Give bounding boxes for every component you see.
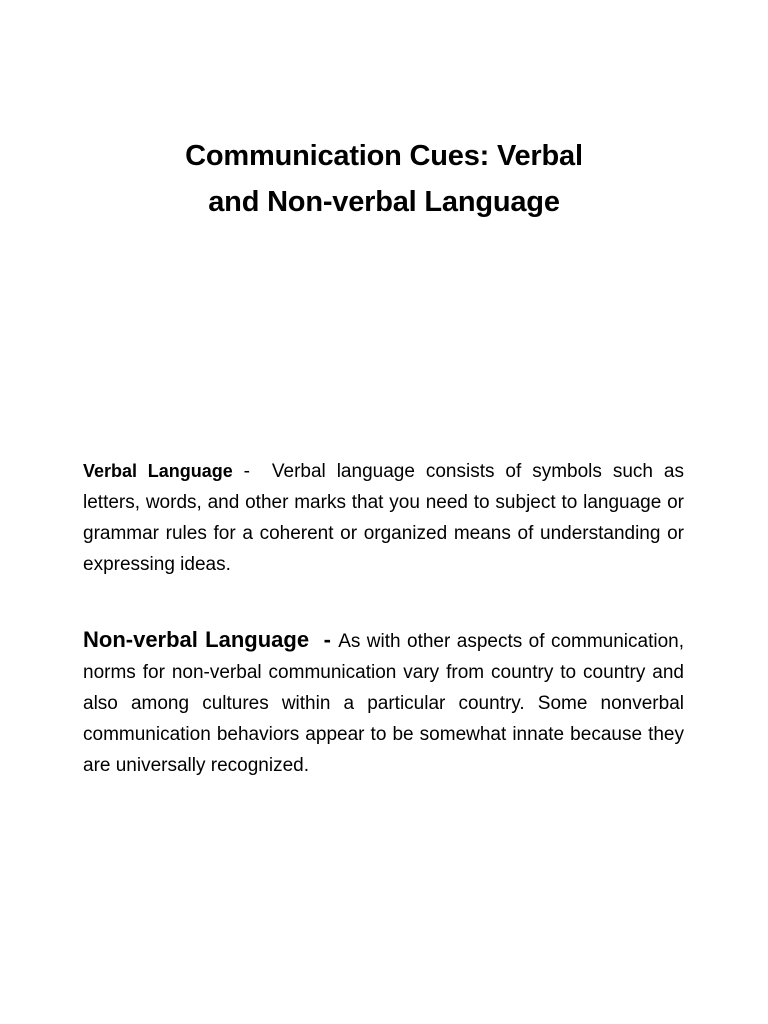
- non-verbal-language-definition: As with other aspects of communication, norms for non-verbal communication vary from country to country and also among cultures within a particular country. Some nonverbal communication behaviors appear to be somewhat innate because they are universally recognized.: [83, 631, 685, 776]
- verbal-language-paragraph: [83, 456, 684, 580]
- verbal-language-definition: Verbal language consists of symbols such as letters, words, and other marks that you need to subject to language or grammar rules for a coherent or organized means of understanding or expressing ideas.: [83, 461, 684, 575]
- non-verbal-language-term: Non-verbal Language: [83, 627, 310, 652]
- verbal-language-term: Verbal Language: [83, 461, 233, 481]
- title-line-1: Communication Cues: Verbal: [185, 140, 583, 172]
- verbal-language-separator: -: [232, 461, 272, 482]
- non-verbal-language-paragraph: [83, 624, 684, 781]
- non-verbal-language-separator: -: [309, 627, 339, 652]
- page-title: [84, 133, 684, 225]
- title-line-2: and Non-verbal Language: [208, 186, 560, 218]
